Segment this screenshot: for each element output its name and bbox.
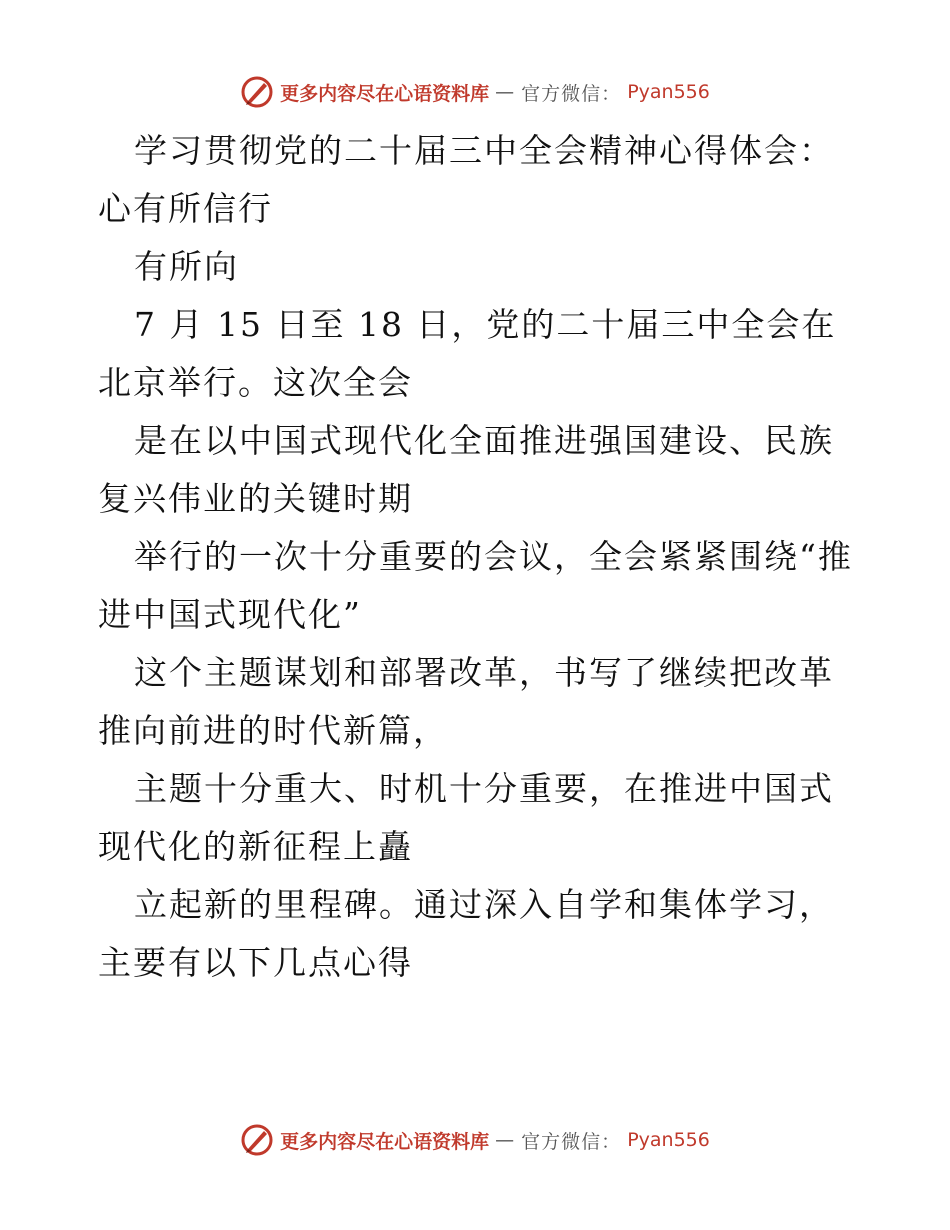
paragraph: 这个主题谋划和部署改革，书写了继续把改革推向前进的时代新篇， xyxy=(98,653,834,750)
paragraph: 举行的一次十分重要的会议，全会紧紧围绕“推进中国式现代化” xyxy=(98,537,853,634)
document-body xyxy=(98,122,858,992)
watermark-wechat-label: 官方微信： xyxy=(521,1130,622,1153)
watermark-brand: 更多内容尽在心语资料库 xyxy=(280,82,490,105)
quill-pen-logo-icon xyxy=(240,1123,274,1157)
quill-pen-logo-icon xyxy=(240,75,274,109)
watermark-wechat-label: 官方微信： xyxy=(521,82,622,105)
paragraph: 主题十分重大、时机十分重要，在推进中国式现代化的新征程上矗 xyxy=(98,769,834,866)
paragraph: 是在以中国式现代化全面推进强国建设、民族复兴伟业的关键时期 xyxy=(98,421,834,518)
watermark-header xyxy=(0,72,950,112)
paragraph: 7 月 15 日至 18 日，党的二十届三中全会在北京举行。这次全会 xyxy=(98,305,837,402)
watermark-footer xyxy=(0,1120,950,1160)
paragraph-title: 学习贯彻党的二十届三中全会精神心得体会：心有所信行 xyxy=(98,131,834,228)
watermark-dash: — xyxy=(495,1129,516,1151)
watermark-wechat-id: Pyan556 xyxy=(627,1129,710,1151)
watermark-dash: — xyxy=(495,81,516,103)
watermark-brand: 更多内容尽在心语资料库 xyxy=(280,1130,490,1153)
paragraph-subtitle: 有所向 xyxy=(134,247,239,286)
paragraph: 立起新的里程碑。通过深入自学和集体学习，主要有以下几点心得 xyxy=(98,885,834,982)
watermark-wechat-id: Pyan556 xyxy=(627,81,710,103)
